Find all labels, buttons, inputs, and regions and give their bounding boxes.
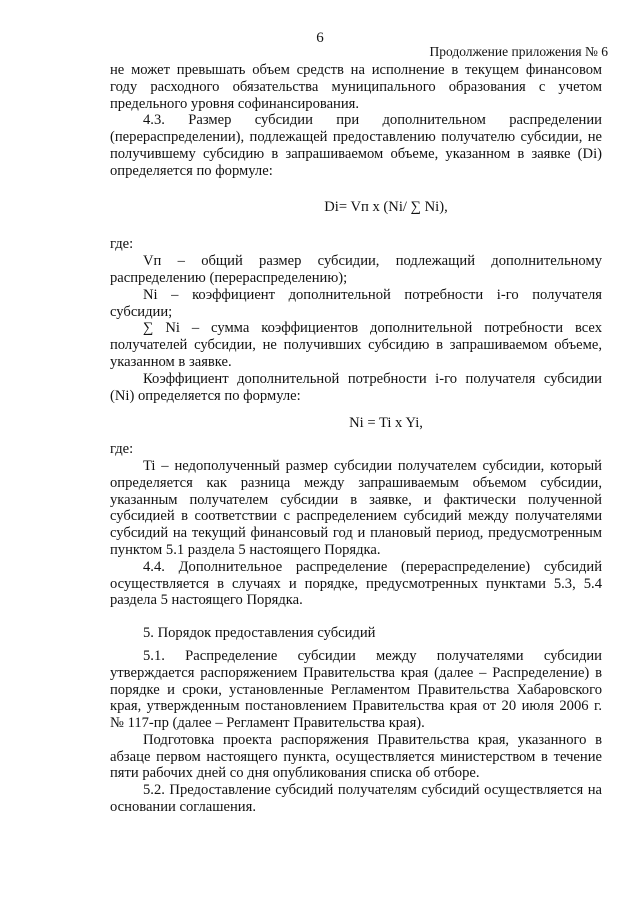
paragraph-5-2: 5.2. Предоставление субсидий получателям субсидий осуществляется на основании соглашения. <box>110 782 602 816</box>
definition-sum-ni: ∑ Ni – сумма коэффициентов дополнительной потребности всех получателей субсидии, не получивших субсидию в запрашиваемом объеме, указанном в заявке. <box>110 320 602 370</box>
paragraph-4-4: 4.4. Дополнительное распределение (перераспределение) субсидий осуществляется в случаях и порядке, предусмотренных пунктами 5.3, 5.4 раздела 5 настоящего Порядка. <box>110 558 602 609</box>
formula-di: Di= Vп x (Ni/ ∑ Ni), <box>324 198 448 215</box>
where-label: где: <box>110 441 134 458</box>
document-body <box>110 62 602 816</box>
definition-vp: Vп – общий размер субсидии, подлежащий дополнительному распределению (перераспределению); <box>110 253 602 286</box>
where-label: где: <box>110 236 134 253</box>
page-number: 6 <box>316 30 324 46</box>
section-heading-5: 5. Порядок предоставления субсидий <box>143 625 376 642</box>
paragraph-4-3: 4.3. Размер субсидии при дополнительном распределении (перераспределении), подлежащей предоставлению получателю субсидии, не получившему субсидию в запрашиваемом объеме, указанном в заявке (Di) определяется по формуле: <box>110 112 602 179</box>
continuation-note: Продолжение приложения № 6 <box>429 44 608 59</box>
definition-ni: Ni – коэффициент дополнительной потребности i-го получателя субсидии; <box>110 286 602 320</box>
paragraph-preparation: Подготовка проекта распоряжения Правительства края, указанного в абзаце первом настоящего пункта, осуществляется министерством в течение пяти рабочих дней со дня опубликования списка об отборе. <box>110 731 602 782</box>
paragraph: не может превышать объем средств на исполнение в текущем финансовом году расходного обязательства муниципального образования с учетом предельного уровня софинансирования. <box>110 62 602 112</box>
paragraph-5-1: 5.1. Распределение субсидии между получателями субсидии утверждается распоряжением Правительства края (далее – Распределение) в порядке и сроки, установленные Регламентом Правительства Хабаровского края, утвержденным постановлением Правительства края от 20 июля 2006 г. № 117-пр (далее – Регламент Правительства края). <box>110 647 602 732</box>
formula-ni: Ni = Ti x Yi, <box>349 415 423 432</box>
paragraph-coefficient: Коэффициент дополнительной потребности i-го получателя субсидии (Ni) определяется по формуле: <box>110 370 602 404</box>
definition-ti: Ti – недополученный размер субсидии получателем субсидии, который определяется как разница между запрашиваемым объемом субсидии, указанным получателем субсидии в заявке, и фактически полученной субсидией в соответствии с распределением субсидий между получателями субсидий на текущий финансовый год и плановый период, предусмотренным пунктом 5.1 раздела 5 настоящего Порядка. <box>110 457 602 558</box>
